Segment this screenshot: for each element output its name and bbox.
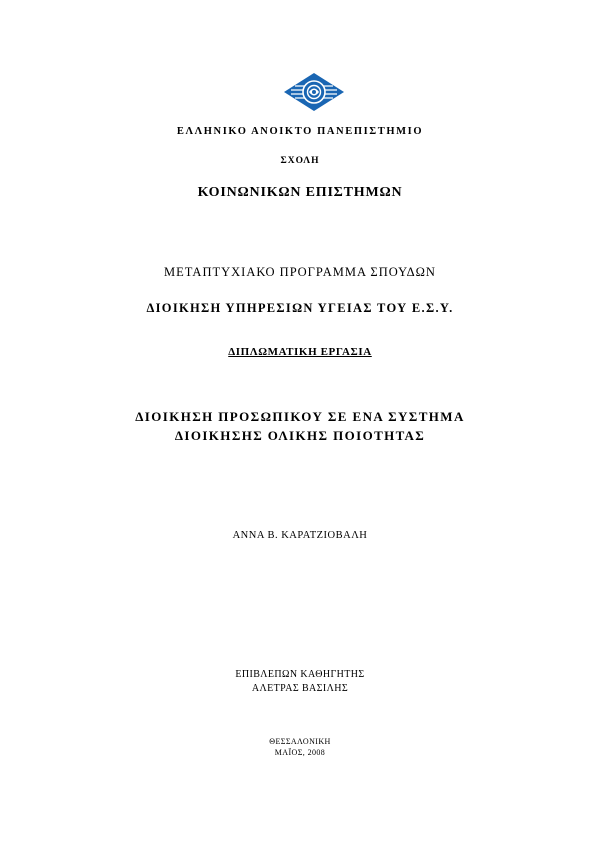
date: ΜΑΪΟΣ, 2008 — [274, 748, 326, 757]
eap-logo-icon — [283, 72, 345, 112]
program-label: ΜΕΤΑΠΤΥΧΙΑΚΟ ΠΡΟΓΡΑΜΜΑ ΣΠΟΥΔΩΝ — [164, 265, 436, 279]
supervisor-name: ΑΛΕΤΡΑΣ ΒΑΣΙΛΗΣ — [251, 683, 349, 694]
school-label: ΣΧΟΛΗ — [280, 156, 320, 166]
thesis-title-line-1: ΔΙΟΙΚΗΣΗ ΠΡΟΣΩΠΙΚΟΥ ΣΕ ΕΝΑ ΣΥΣΤΗΜΑ — [135, 409, 465, 424]
city: ΘΕΣΣΑΛΟΝΙΚΗ — [269, 737, 331, 746]
thesis-type: ΔΙΠΛΩΜΑΤΙΚΗ ΕΡΓΑΣΙΑ — [228, 346, 372, 358]
university-name: ΕΛΛΗΝΙΚΟ ΑΝΟΙΚΤΟ ΠΑΝΕΠΙΣΤΗΜΙΟ — [176, 126, 424, 137]
school-name: ΚΟΙΝΩΝΙΚΩΝ ΕΠΙΣΤΗΜΩΝ — [197, 185, 403, 200]
supervisor-label: ΕΠΙΒΛΕΠΩΝ ΚΑΘΗΓΗΤΗΣ — [235, 669, 365, 680]
author-name: ΑΝΝΑ Β. ΚΑΡΑΤΖΙΟΒΑΛΗ — [232, 530, 368, 541]
program-name: ΔΙΟΙΚΗΣΗ ΥΠΗΡΕΣΙΩΝ ΥΓΕΙΑΣ ΤΟΥ Ε.Σ.Υ. — [146, 301, 454, 315]
thesis-title-line-2: ΔΙΟΙΚΗΣΗΣ ΟΛΙΚΗΣ ΠΟΙΟΤΗΤΑΣ — [174, 428, 426, 443]
